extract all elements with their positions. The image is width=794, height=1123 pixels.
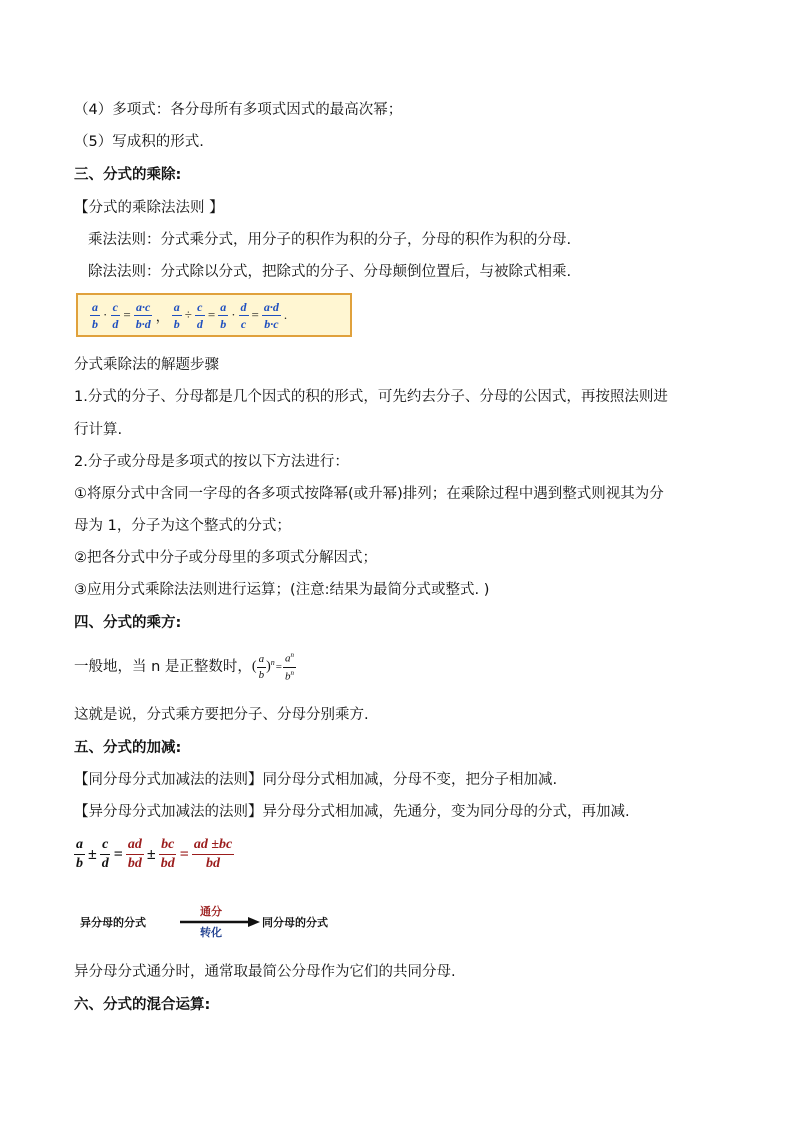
section-5-heading: 五、分式的加减: [74, 740, 182, 756]
steps-title: 分式乘除法的解题步骤 [74, 357, 219, 373]
step-2-item-3: ③应用分式乘除法法则进行运算；(注意:结果为最简分式或整式. ) [74, 582, 490, 598]
fraction-ac-bd: $\frac{a\cdot c}{b\cdot d}$ [135, 299, 151, 331]
common-denominator-note: 异分母分式通分时，通常取最简公分母作为它们的共同分母. [74, 964, 456, 980]
power-formula: ( $\frac{a}{b}$ ) $^n$ = $\frac{a^n}{b^n}$ [251, 651, 294, 683]
item-4: （4）多项式：各分母所有多项式因式的最高次幂； [74, 102, 403, 118]
diagram-bottom-label: 转化 [200, 926, 222, 939]
fraction-d-c: $\frac{d}{c}$ [240, 299, 247, 331]
fraction-c-d-2: $\frac{c}{d}$ [196, 299, 203, 331]
fraction-a-b-2: $\frac{a}{b}$ [173, 299, 180, 331]
section-6-heading: 六、分式的混合运算: [74, 997, 211, 1013]
fraction-ad-bc: $\frac{a\cdot d}{b\cdot c}$ [263, 299, 279, 331]
power-intro-text: 一般地，当 n 是正整数时， [74, 659, 252, 676]
section-3-heading: 三、分式的乘除: [74, 167, 182, 183]
step-1-line-2: 行计算. [74, 422, 123, 438]
same-denominator-rule: 【同分母分式加减法的法则】同分母分式相加减，分母不变，把分子相加减. [74, 772, 558, 788]
division-rule: 除法法则：分式除以分式，把除式的分子、分母颠倒位置后，与被除式相乘. [88, 264, 572, 280]
different-denominator-rule: 【异分母分式加减法的法则】异分母分式相加减，先通分，变为同分母的分式，再加减. [74, 804, 630, 820]
step-2: 2.分子或分母是多项式的按以下方法进行： [74, 454, 349, 470]
power-intro-line [74, 652, 296, 682]
rule-title: 【分式的乘除法法则 】 [74, 200, 224, 216]
fraction-c-d: $\frac{c}{d}$ [112, 299, 119, 331]
addition-subtraction-formula: $\frac{a}{b}$ ± $\frac{c}{d}$ = $\frac{ad}{bd}$ ± $\frac{bc}{bd}$ = $\frac{ad \pm bc}{bd}$ [76, 837, 233, 871]
fraction-a-b-3: $\frac{a}{b}$ [220, 299, 227, 331]
item-5: （5）写成积的形式. [74, 134, 204, 150]
diagram-right-label: 同分母的分式 [262, 916, 328, 929]
fraction-a-b: $\frac{a}{b}$ [92, 299, 98, 331]
diagram-left-label: 异分母的分式 [80, 916, 146, 929]
multiplication-division-formula: $\frac{a}{b}$ · $\frac{c}{d}$ = $\frac{a\cdot c}{b\cdot d}$ ， $\frac{a}{b}$ ÷ $\frac{c}{d}$ = $\frac{a}{b}$ · $\frac{d}{c}$ = $\frac{a\cdot d}{b\cdot c}$ . [76, 293, 352, 337]
section-4-heading: 四、分式的乘方: [74, 615, 182, 631]
diagram-top-label: 通分 [200, 905, 222, 918]
step-1-line-1: 1.分式的分子、分母都是几个因式的积的形式，可先约去分子、分母的公因式，再按照法则进 [74, 389, 668, 405]
conversion-diagram [76, 905, 376, 939]
step-2-item-2: ②把各分式中分子或分母里的多项式分解因式； [74, 550, 377, 566]
multiplication-rule: 乘法法则：分式乘分式，用分子的积作为积的分子，分母的积作为积的分母. [88, 232, 572, 248]
step-2-item-1-line-1: ①将原分式中含同一字母的各多项式按降幂(或升幂)排列；在乘除过程中遇到整式则视其为分 [74, 486, 664, 502]
step-2-item-1-line-2: 母为 1，分子为这个整式的分式； [74, 518, 291, 534]
power-note: 这就是说，分式乘方要把分子、分母分别乘方. [74, 707, 369, 723]
